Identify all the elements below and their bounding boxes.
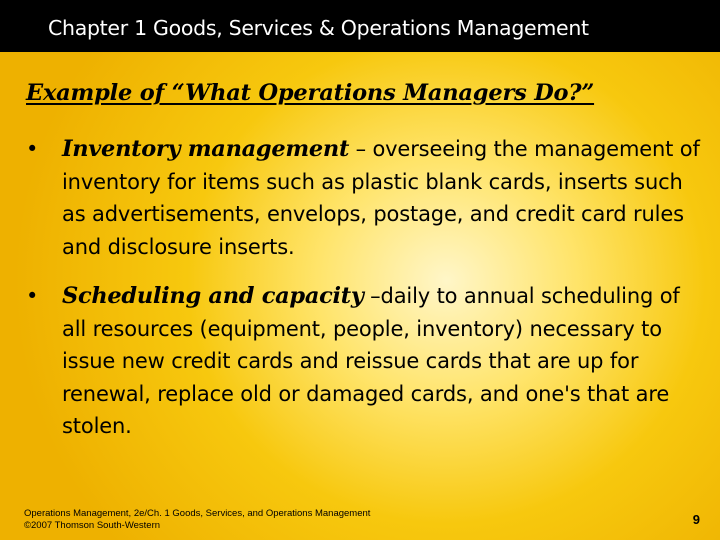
footer bbox=[24, 508, 370, 531]
bullet-term: Scheduling and capacity bbox=[62, 283, 364, 309]
chapter-title: Chapter 1 Goods, Services & Operations Management bbox=[48, 16, 589, 40]
page-number: 9 bbox=[692, 512, 700, 527]
bullet-scheduling-and-capacity bbox=[24, 280, 708, 443]
bullet-inventory-management bbox=[24, 133, 708, 263]
footer-copyright: ©2007 Thomson South-Western bbox=[24, 519, 161, 531]
bullet-term: Inventory management bbox=[62, 136, 350, 162]
bullet-text: – overseeing the management of inventory for items such as plastic blank cards, inserts such as advertisements, envelops, postage, and credit card rules and disclosure inserts. bbox=[62, 137, 700, 259]
slide-heading: Example of “What Operations Managers Do?” bbox=[26, 80, 595, 106]
bullet-list bbox=[24, 133, 708, 443]
footer-source: Operations Management, 2e/Ch. 1 Goods, Services, and Operations Management bbox=[24, 508, 371, 519]
bullet-icon: • bbox=[26, 284, 39, 308]
header-bar bbox=[0, 0, 720, 52]
bullet-icon: • bbox=[26, 137, 39, 161]
bullet-text: –daily to annual scheduling of all resources (equipment, people, inventory) necessary to issue new credit cards and reissue cards that are up for renewal, replace old or damaged cards, and one's that are stolen. bbox=[62, 284, 680, 438]
